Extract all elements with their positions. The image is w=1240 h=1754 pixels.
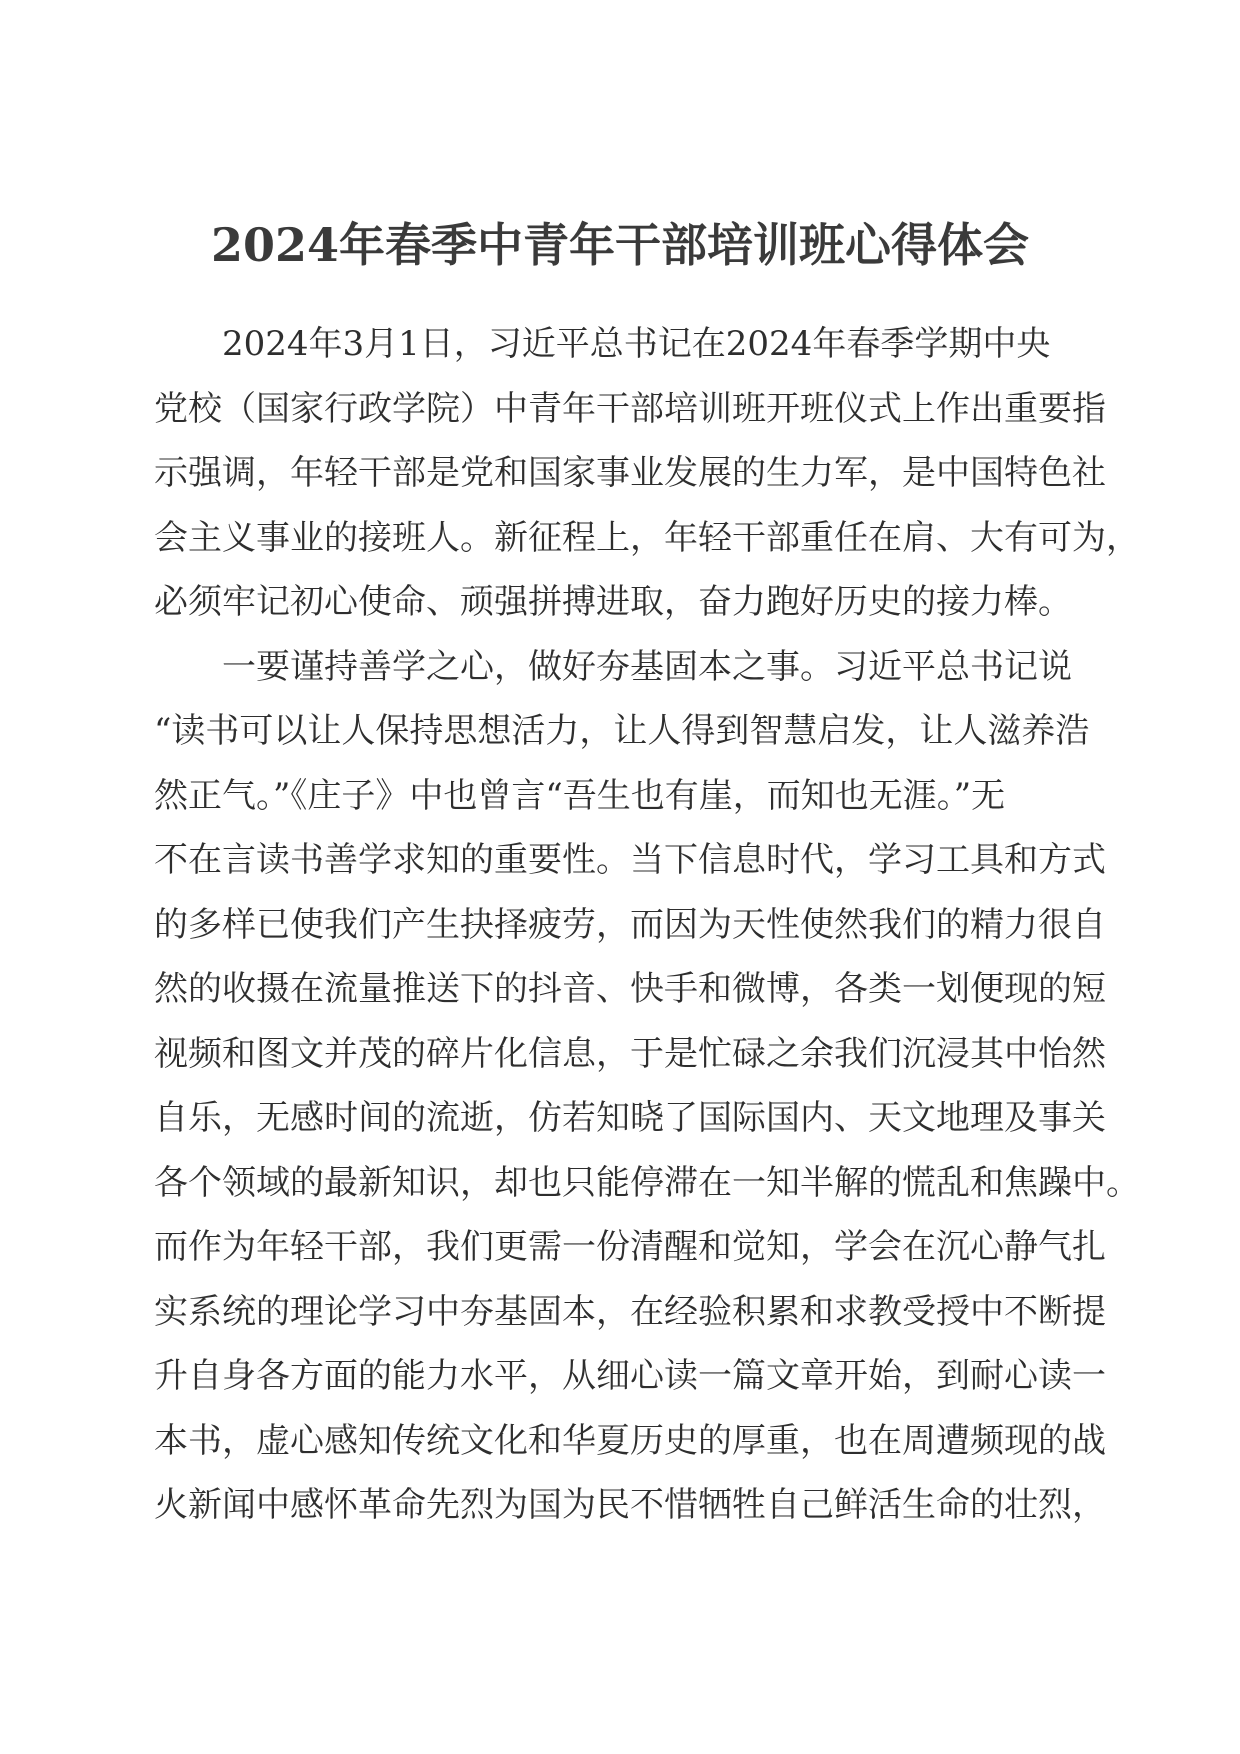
paragraph-2-line: 视频和图文并茂的碎片化信息，于是忙碌之余我们沉浸其中怡然 [154,1033,1106,1074]
paragraph-2-line: 然正气。”《庄子》中也曾言“吾生也有崖，而知也无涯。”无 [154,775,1006,816]
paragraph-2-line: 自乐，无感时间的流逝，仿若知晓了国际国内、天文地理及事关 [154,1098,1106,1138]
document-body [154,312,1140,1538]
paragraph-2-line: 而作为年轻干部，我们更需一份清醒和觉知，学会在沉心静气扎 [154,1227,1106,1267]
paragraph-2-line: 各个领域的最新知识，却也只能停滞在一知半解的慌乱和焦躁中。 [154,1162,1140,1203]
document-title: 2024年春季中青年干部培训班心得体会 [210,218,1030,272]
paragraph-1-line: 党校（国家行政学院）中青年干部培训班开班仪式上作出重要指 [154,388,1106,429]
paragraph-2-line: 升自身各方面的能力水平，从细心读一篇文章开始，到耐心读一 [154,1356,1106,1396]
paragraph-2-line: “读书可以让人保持思想活力，让人得到智慧启发，让人滋养浩 [154,711,1090,751]
paragraph-2-line: 本书，虚心感知传统文化和华夏历史的厚重，也在周遭频现的战 [154,1420,1106,1461]
paragraph-2-line: 的多样已使我们产生抉择疲劳，而因为天性使然我们的精力很自 [154,904,1106,945]
paragraph-2-line: 实系统的理论学习中夯基固本，在经验积累和求教受授中不断提 [154,1291,1106,1332]
paragraph-2-line: 然的收摄在流量推送下的抖音、快手和微博，各类一划便现的短 [154,969,1106,1009]
paragraph-2-line: 一要谨持善学之心，做好夯基固本之事。习近平总书记说 [222,646,1072,687]
paragraph-1-line: 必须牢记初心使命、顽强拼搏进取，奋力跑好历史的接力棒。 [154,582,1072,622]
paragraph-1-line: 2024年3月1日，习近平总书记在2024年春季学期中央 [222,324,1051,364]
paragraph-2-line: 火新闻中感怀革命先烈为国为民不惜牺牲自己鲜活生命的壮烈， [154,1485,1106,1525]
paragraph-2-line: 不在言读书善学求知的重要性。当下信息时代，学习工具和方式 [154,840,1106,880]
paragraph-1-line: 会主义事业的接班人。新征程上，年轻干部重任在肩、大有可为， [154,517,1140,558]
paragraph-1-line: 示强调，年轻干部是党和国家事业发展的生力军，是中国特色社 [154,453,1106,493]
